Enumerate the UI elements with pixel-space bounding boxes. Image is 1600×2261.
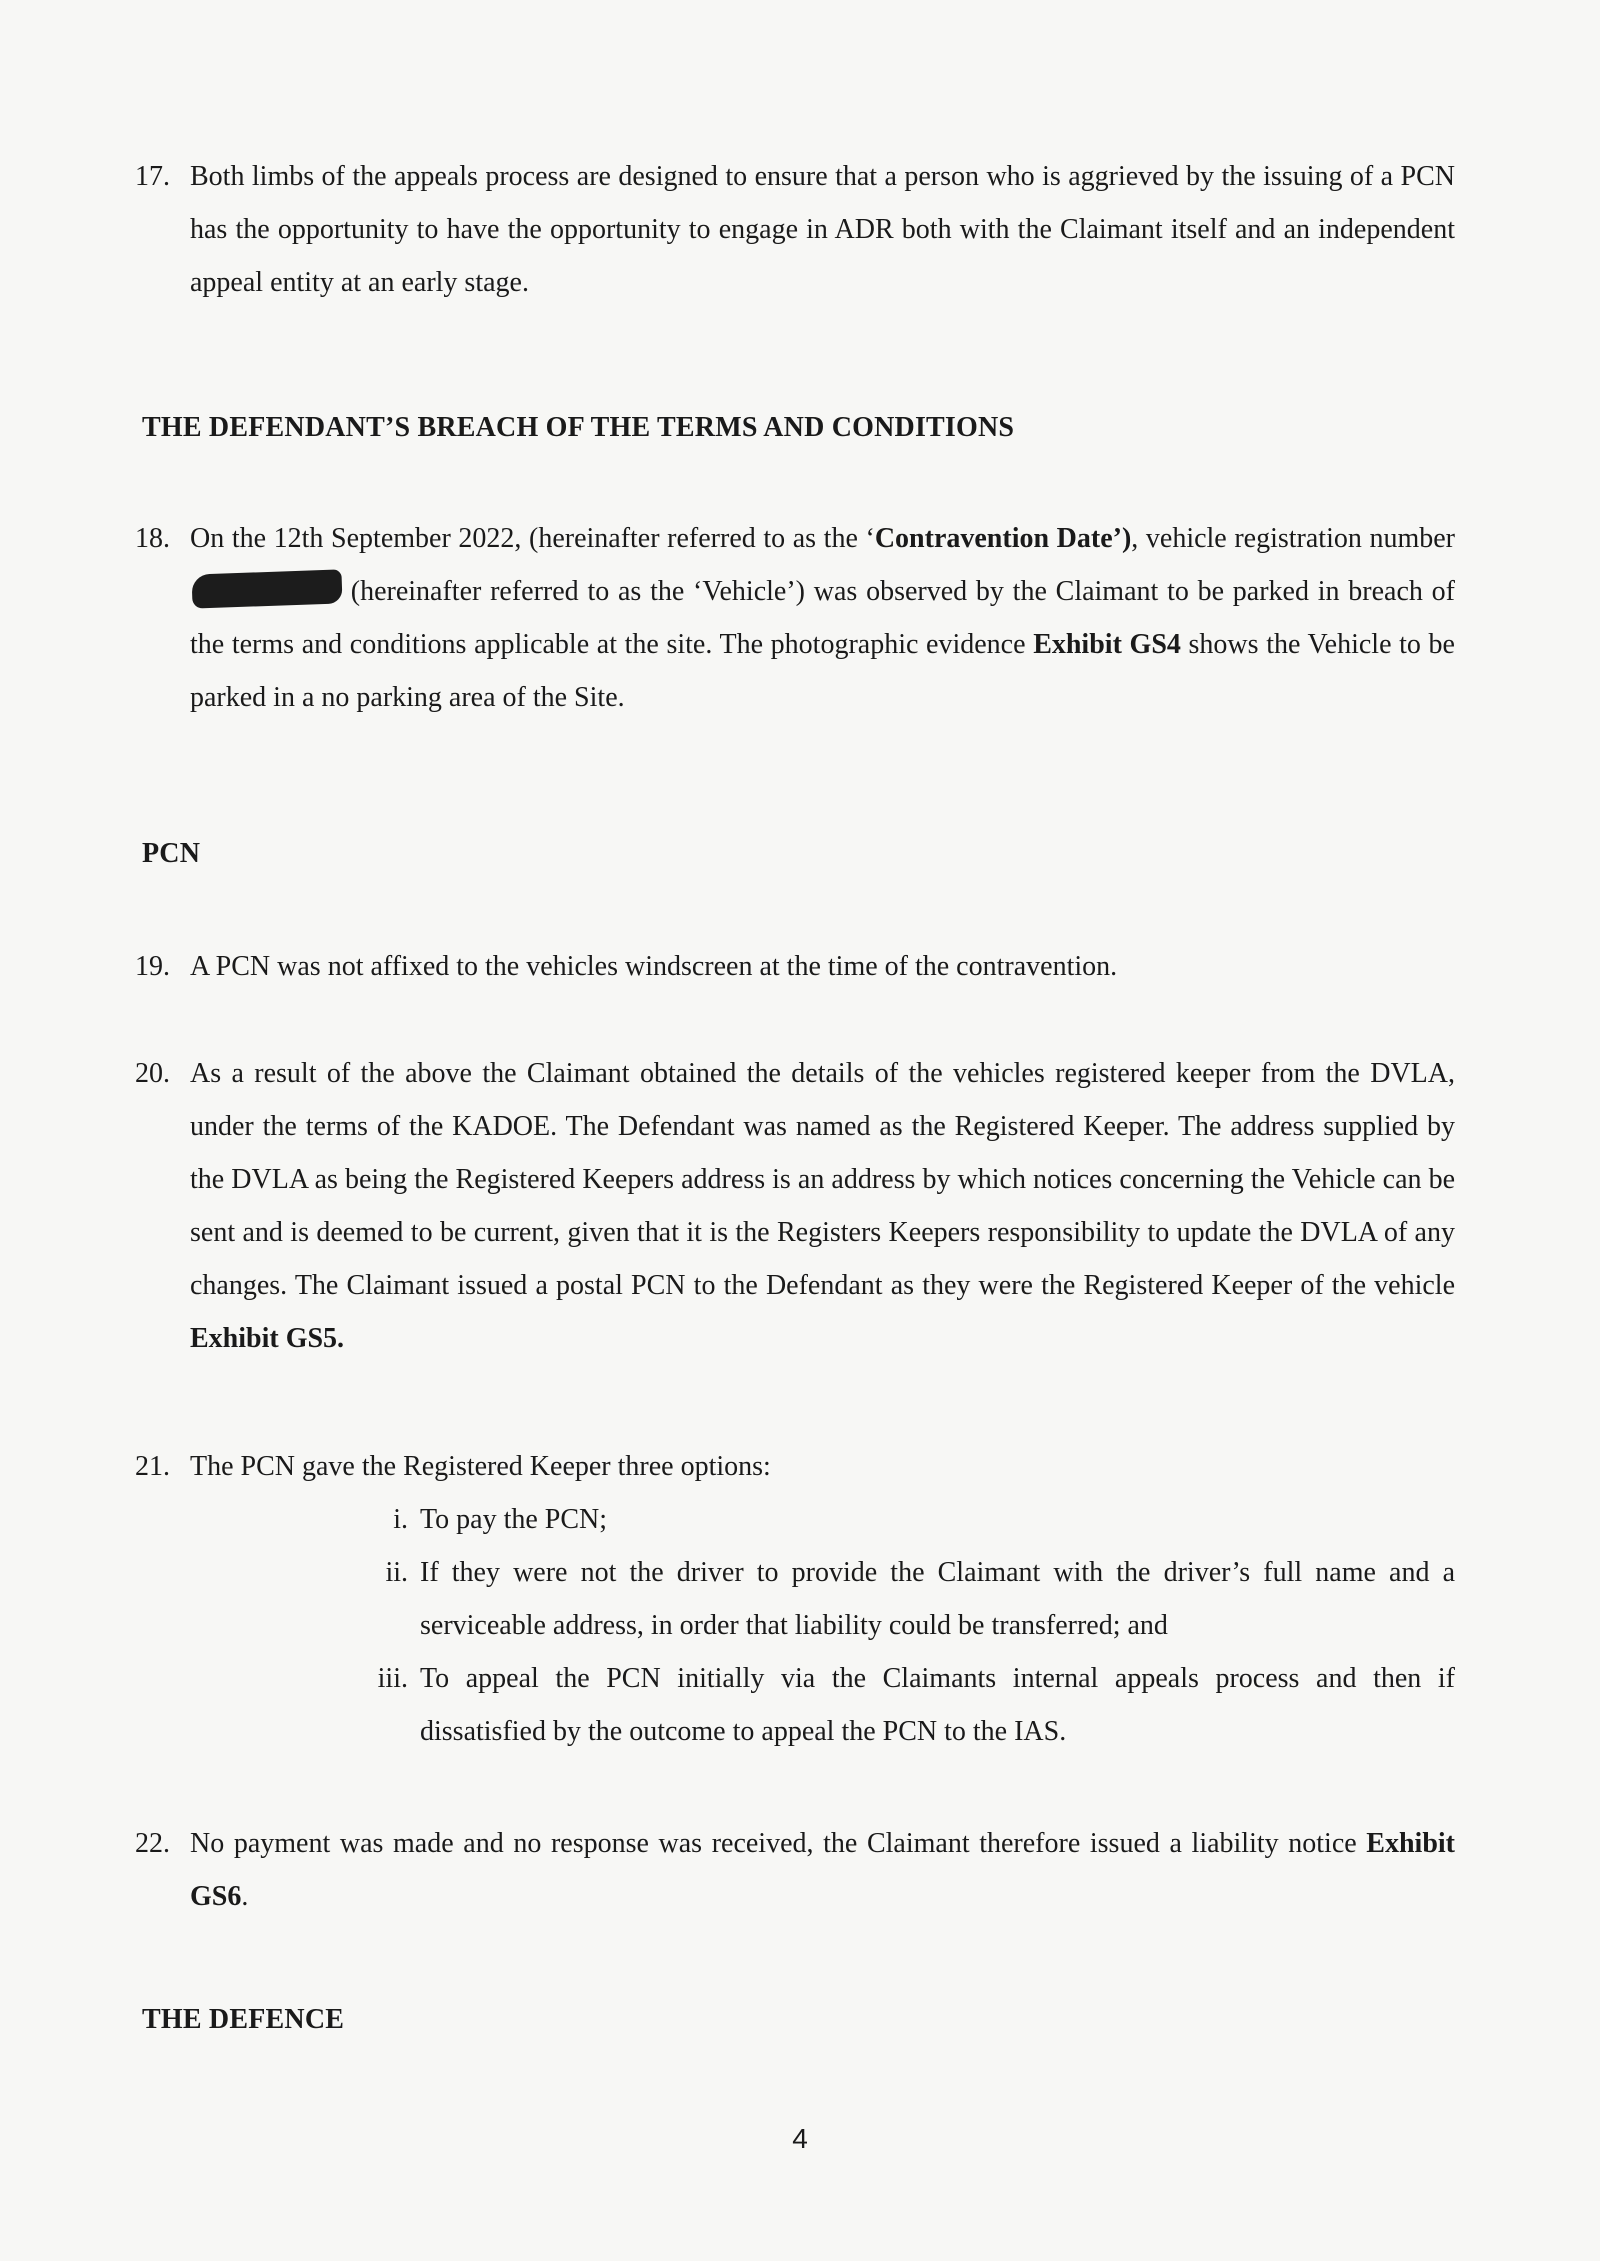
paragraph-text	[190, 1817, 1455, 1923]
paragraph-number: 20.	[135, 1058, 170, 1089]
list-item-text: To pay the PCN;	[420, 1504, 608, 1535]
options-list	[377, 1493, 1455, 1758]
section-heading-defence: THE DEFENCE	[142, 2004, 345, 2035]
text-run: As a result of the above the Claimant obtained the details of the vehicles registered keeper from the DVLA, under the terms of the KADOE. The Defendant was named as the Registered Keeper. The address supplied by the DVLA as being the Registered Keepers address is an address by which notices concerning the Vehicle can be sent and is deemed to be current, given that it is the Registers Keepers responsibility to update the DVLA of any changes. The Claimant issued a postal PCN to the Defendant as they were the Registered Keeper of the vehicle	[190, 1058, 1455, 1301]
paragraph-text: A PCN was not affixed to the vehicles windscreen at the time of the contravention.	[190, 951, 1118, 982]
paragraph-21	[135, 1440, 1455, 1493]
list-item-numeral: iii.	[377, 1663, 408, 1694]
redaction-mark	[191, 569, 342, 608]
paragraph-text	[190, 512, 1455, 724]
list-item	[393, 1493, 1455, 1546]
paragraph-20	[135, 1047, 1455, 1365]
exhibit-reference: Exhibit GS5.	[190, 1323, 345, 1354]
section-heading-pcn: PCN	[142, 838, 201, 869]
list-item	[377, 1652, 1455, 1758]
exhibit-reference: Exhibit GS4	[1033, 629, 1181, 660]
list-item-numeral: i.	[393, 1504, 408, 1535]
exhibit-reference: Exhibit GS6	[190, 1828, 1455, 1912]
text-run: (hereinafter referred to as the ‘Vehicle’) was observed by the Claimant to be parked in breach of the terms and conditions applicable at the site. The photographic evidence	[190, 576, 1455, 660]
section-heading-breach: THE DEFENDANT’S BREACH OF THE TERMS AND CONDITIONS	[142, 412, 1015, 443]
paragraph-number: 17.	[135, 161, 170, 192]
list-item-numeral: ii.	[385, 1557, 408, 1588]
paragraph-number: 19.	[135, 951, 170, 982]
paragraph-number: 22.	[135, 1828, 170, 1859]
paragraph-text	[190, 1047, 1455, 1365]
text-run: .	[241, 1881, 249, 1912]
paragraph-number: 21.	[135, 1451, 170, 1482]
paragraph-17	[135, 150, 1455, 309]
paragraph-number: 18.	[135, 523, 170, 554]
text-run: On the 12th September 2022, (hereinafter referred to as the ‘	[190, 523, 875, 554]
paragraph-22	[135, 1817, 1455, 1923]
paragraph-18	[135, 512, 1455, 724]
text-run: shows the Vehicle to be parked in a no parking area of the Site.	[190, 629, 1455, 713]
list-item	[385, 1546, 1455, 1652]
text-run: , vehicle registration number	[1131, 523, 1455, 554]
paragraph-text: Both limbs of the appeals process are designed to ensure that a person who is aggrieved by the issuing of a PCN has the opportunity to have the opportunity to engage in ADR both with the Claimant itself and an independent appeal entity at an early stage.	[190, 161, 1455, 298]
page-number: 4	[792, 2123, 808, 2154]
paragraph-text: The PCN gave the Registered Keeper three options:	[190, 1451, 771, 1482]
list-item-text: To appeal the PCN initially via the Claimants internal appeals process and then if dissatisfied by the outcome to appeal the PCN to the IAS.	[420, 1663, 1455, 1747]
list-item-text: If they were not the driver to provide the Claimant with the driver’s full name and a serviceable address, in order that liability could be transferred; and	[420, 1557, 1455, 1641]
paragraph-19	[135, 940, 1455, 993]
bold-term: Contravention Date’)	[874, 523, 1132, 554]
text-run: No payment was made and no response was received, the Claimant therefore issued a liability notice	[190, 1828, 1367, 1859]
